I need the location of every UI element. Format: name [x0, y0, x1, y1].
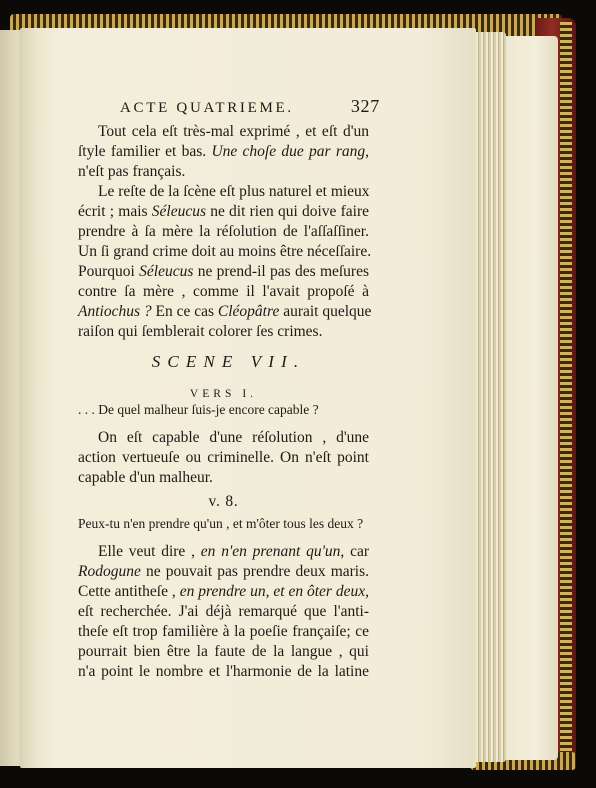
text-line: Rodogune ne pouvait pas prendre deux maris. [78, 563, 370, 580]
text-line: écrit ; mais Séleucus ne dit rien qui doive faire [78, 203, 369, 220]
text-line: Cette antitheſe , en prendre un, et en ôter deux, [78, 583, 370, 600]
text-line: Le reſte de la ſcène eſt plus naturel et mieux [98, 183, 370, 200]
verse-number-label: v. 8. [208, 493, 239, 510]
scene-title: SCENE VII. [151, 352, 306, 371]
paragraph-2 [78, 182, 372, 342]
text-line: On eſt capable d'une réſolution , d'une [98, 429, 369, 446]
page-stack-edges [474, 32, 506, 762]
text-line: ſtyle familier et bas. Une choſe due par rang, [78, 143, 369, 160]
text-line: raiſon qui ſemblerait colorer ſes crimes. [78, 323, 323, 340]
flyleaf [500, 36, 558, 760]
paragraph-1 [78, 122, 369, 182]
vers-label: VERS I. [189, 388, 258, 400]
paragraph-3 [78, 428, 369, 488]
text-line: action vertueuſe ou criminelle. On n'eſt point [78, 449, 369, 466]
text-line: n'a point le nombre et l'harmonie de la latine [78, 663, 369, 680]
text-line: Pourquoi Séleucus ne prend-il pas des meſures [78, 263, 370, 280]
text-line: pourrait bien être la faute de la langue , qui [78, 643, 369, 660]
text-line: Un ſi grand crime doit au moins être néceſſaire. [78, 243, 372, 260]
book-cover-gilt-stripe [560, 22, 572, 764]
text-line: Elle veut dire , en n'en prenant qu'un, car [98, 543, 370, 560]
text-line: n'eſt pas français. [78, 163, 186, 180]
page-body [78, 122, 372, 682]
text-line: eſt recherchée. J'ai déjà remarqué que l'anti- [78, 603, 369, 620]
text-line: capable d'un malheur. [78, 469, 213, 486]
running-header [120, 96, 380, 120]
paragraph-4 [78, 542, 369, 682]
text-line: prendre à ſa mère la réſolution de l'aſſaſſiner. [78, 223, 369, 240]
running-title: ACTE QUATRIEME. [120, 100, 294, 116]
text-line: Tout cela eſt très-mal exprimé , et eſt d'un [98, 123, 369, 140]
text-line: Antiochus ? En ce cas Cléopâtre aurait quelque [78, 303, 372, 320]
text-line: contre ſa mère , comme il l'avait propoſé à [78, 283, 369, 300]
book-page [20, 28, 476, 768]
verse-quote: . . . De quel malheur ſuis-je encore capable ? [78, 402, 319, 417]
text-line: theſe eſt trop familière à la poeſie françaiſe; ce [78, 623, 369, 640]
page-number: 327 [350, 96, 380, 116]
verse-quote: Peux-tu n'en prendre qu'un , et m'ôter tous les deux ? [78, 516, 364, 531]
